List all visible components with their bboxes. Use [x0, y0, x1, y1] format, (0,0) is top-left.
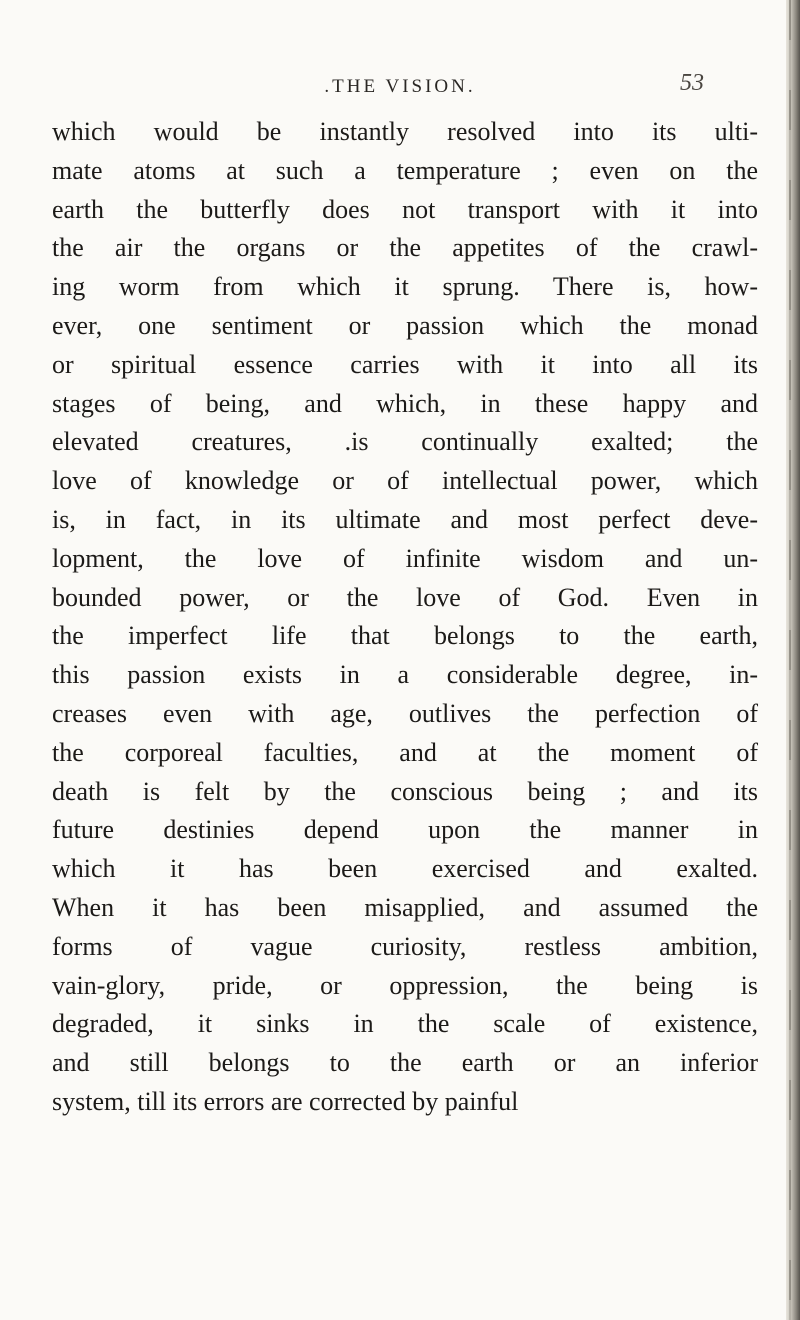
text-line: which would be instantly resolved into its ulti-: [52, 117, 758, 146]
page-number: 53: [680, 70, 704, 96]
running-title: .THE VISION.: [324, 76, 476, 97]
text-line: elevated creatures, .is continually exalted; the: [52, 427, 758, 457]
text-line: When it has been misapplied, and assumed the: [52, 892, 758, 922]
text-line: degraded, it sinks in the scale of existence,: [52, 1009, 758, 1039]
text-line: and still belongs to the earth or an inferior: [52, 1048, 758, 1078]
text-line: forms of vague curiosity, restless ambition,: [52, 931, 758, 961]
text-line: ever, one sentiment or passion which the monad: [52, 310, 758, 340]
text-line: system, till its errors are corrected by painful: [52, 1086, 519, 1116]
text-line: love of knowledge or of intellectual power, which: [52, 466, 758, 496]
text-line: or spiritual essence carries with it into all its: [52, 349, 758, 379]
text-line: vain-glory, pride, or oppression, the being is: [52, 970, 758, 1000]
text-line: death is felt by the conscious being ; and its: [52, 776, 758, 806]
text-line: earth the butterfly does not transport with it into: [52, 194, 758, 224]
text-line: bounded power, or the love of God. Even in: [52, 582, 758, 612]
text-line: mate atoms at such a temperature ; even on the: [52, 155, 758, 185]
text-line: the imperfect life that belongs to the earth,: [52, 621, 758, 651]
page-edge-shadow: [786, 0, 800, 1320]
text-line: the corporeal faculties, and at the moment of: [52, 737, 758, 767]
text-line: which it has been exercised and exalted.: [52, 854, 758, 884]
text-line: future destinies depend upon the manner in: [52, 815, 758, 845]
body-text: [52, 113, 758, 1122]
text-line: this passion exists in a considerable degree, in-: [52, 660, 758, 690]
text-line: stages of being, and which, in these happy and: [52, 388, 758, 418]
text-line: lopment, the love of infinite wisdom and un-: [52, 543, 758, 573]
text-line: creases even with age, outlives the perfection of: [52, 698, 758, 728]
text-line: the air the organs or the appetites of the crawl-: [52, 233, 758, 263]
text-line: is, in fact, in its ultimate and most perfect deve-: [52, 504, 758, 534]
running-head: [0, 66, 800, 106]
text-line: ing worm from which it sprung. There is, how-: [52, 272, 758, 302]
